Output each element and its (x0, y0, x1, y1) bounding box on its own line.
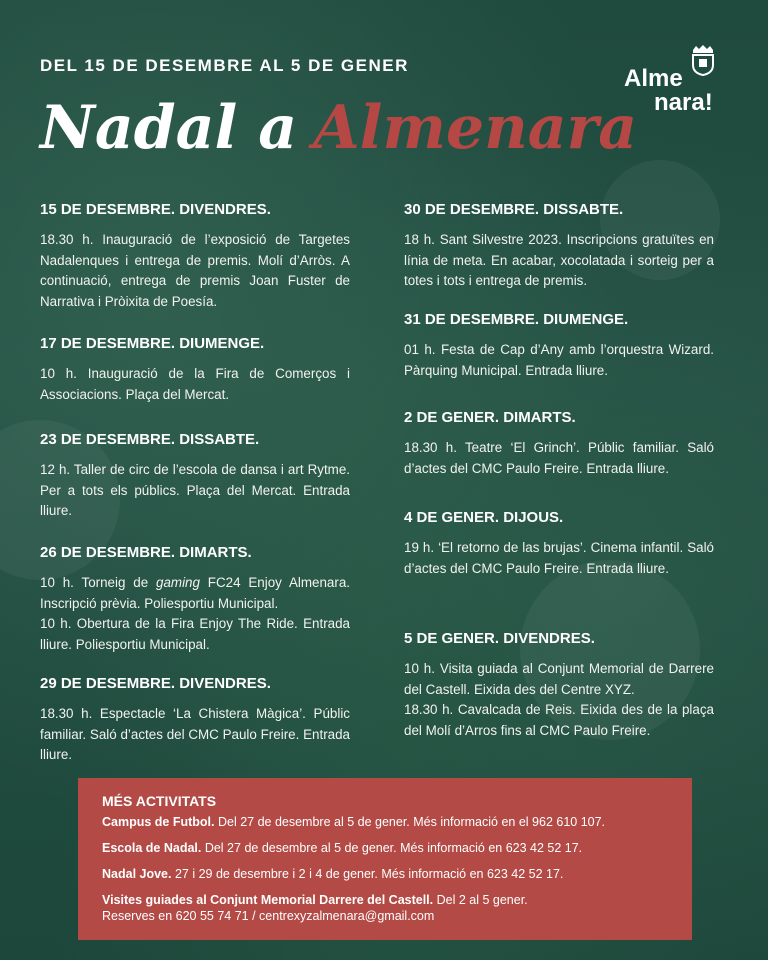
logo-text-line1: Alme (624, 65, 683, 92)
event-5-gener (404, 629, 714, 741)
date-range: DEL 15 DE DESEMBRE AL 5 DE GENER (40, 56, 409, 75)
event-date: 2 DE GENER. DIMARTS. (404, 409, 576, 426)
activity-text: Del 27 de desembre al 5 de gener. Més informació en el 962 610 107. (214, 815, 606, 829)
event-text: 18 h. Sant Silvestre 2023. Inscripcions gratuïtes en línia de meta. En acabar, xocolatada i sorteig per a totes i tots i entrega de premis. (404, 232, 714, 288)
event-date: 23 DE DESEMBRE. DISSABTE. (40, 431, 260, 448)
event-text: 18.30 h. Inauguració de l’exposició de Targetes Nadalenques i entrega de premis. Molí d’Arròs. A continuació, entrega de premis Joan Fuster de Narrativa i Pròixita de Poesía. (40, 232, 350, 309)
event-26-desembre (40, 543, 350, 655)
event-15-desembre (40, 200, 350, 312)
activity-row (102, 866, 692, 883)
event-30-desembre (404, 200, 714, 292)
event-text: 18.30 h. Teatre ‘El Grinch’. Públic familiar. Saló d’actes del CMC Paulo Freire. Entrada lliure. (404, 440, 714, 476)
more-activities-box (78, 778, 692, 940)
page-title (40, 88, 637, 168)
activity-label: Nadal Jove. (102, 867, 172, 881)
activity-text: Del 27 de desembre al 5 de gener. Més informació en 623 42 52 17. (201, 841, 583, 855)
event-text-a2: FC24 Enjoy Almenara. Inscripció prèvia. Poliesportiu Municipal. (40, 575, 350, 611)
activity-label: Visites guiades al Conjunt Memorial Darrere del Castell. (102, 893, 434, 907)
event-text: 10 h. Inauguració de la Fira de Comerços i Associacions. Plaça del Mercat. (40, 366, 350, 402)
event-17-desembre (40, 334, 350, 405)
activity-row (102, 840, 692, 857)
event-text (40, 573, 350, 655)
event-text: 12 h. Taller de circ de l’escola de dansa i art Rytme. Per a tots els públics. Plaça del Mercat. Entrada lliure. (40, 462, 350, 518)
event-text: 01 h. Festa de Cap d’Any amb l’orquestra Wizard. Pàrquing Municipal. Entrada lliure. (404, 342, 714, 378)
title-part1: Nadal a (40, 93, 298, 163)
event-29-desembre (40, 674, 350, 766)
event-2-gener (404, 408, 714, 479)
event-date: 29 DE DESEMBRE. DIVENDRES. (40, 675, 271, 692)
event-date: 26 DE DESEMBRE. DIMARTS. (40, 544, 252, 561)
event-date: 4 DE GENER. DIJOUS. (404, 509, 564, 526)
town-logo (624, 44, 728, 116)
activity-text: 27 i 29 de desembre i 2 i 4 de gener. Més informació en 623 42 52 17. (171, 867, 564, 881)
event-23-desembre (40, 430, 350, 522)
event-date: 15 DE DESEMBRE. DIVENDRES. (40, 201, 271, 218)
logo-text-line2: nara! (654, 89, 713, 116)
event-date: 31 DE DESEMBRE. DIUMENGE. (404, 311, 629, 328)
activity-text: Del 2 al 5 gener. (433, 893, 528, 907)
event-text-a1: 10 h. Torneig de (40, 575, 157, 590)
event-text-emphasis: gaming (156, 575, 200, 590)
activity-label: Campus de Futbol. (102, 815, 215, 829)
event-text-b: 18.30 h. Cavalcada de Reis. Eixida des de la plaça del Molí d’Arros fins al CMC Paulo Freire. (404, 702, 714, 738)
event-text: 18.30 h. Espectacle ‘La Chistera Màgica’. Públic familiar. Saló d’actes del CMC Paulo Freire. Entrada lliure. (40, 706, 350, 762)
activity-label: Escola de Nadal. (102, 841, 202, 855)
activity-row (102, 814, 692, 831)
event-date: 17 DE DESEMBRE. DIUMENGE. (40, 335, 265, 352)
event-31-desembre (404, 310, 714, 381)
title-part2: Almenara (313, 93, 638, 163)
event-text-a: 10 h. Visita guiada al Conjunt Memorial de Darrere del Castell. Eixida des del Centre XYZ. (404, 661, 714, 697)
event-4-gener (404, 508, 714, 579)
event-text: 19 h. ‘El retorno de las brujas’. Cinema infantil. Saló d’actes del CMC Paulo Freire. Entrada lliure. (404, 540, 714, 576)
reserves-contact: Reserves en 620 55 74 71 / centrexyzalmenara@gmail.com (102, 909, 435, 923)
activity-row (102, 892, 692, 909)
event-text (404, 659, 714, 741)
event-text-b: 10 h. Obertura de la Fira Enjoy The Ride. Entrada lliure. Poliesportiu Municipal. (40, 616, 350, 652)
more-activities-heading: MÉS ACTIVITATS (102, 793, 217, 809)
event-date: 30 DE DESEMBRE. DISSABTE. (404, 201, 624, 218)
event-date: 5 DE GENER. DIVENDRES. (404, 630, 595, 647)
crest-icon (690, 44, 716, 76)
